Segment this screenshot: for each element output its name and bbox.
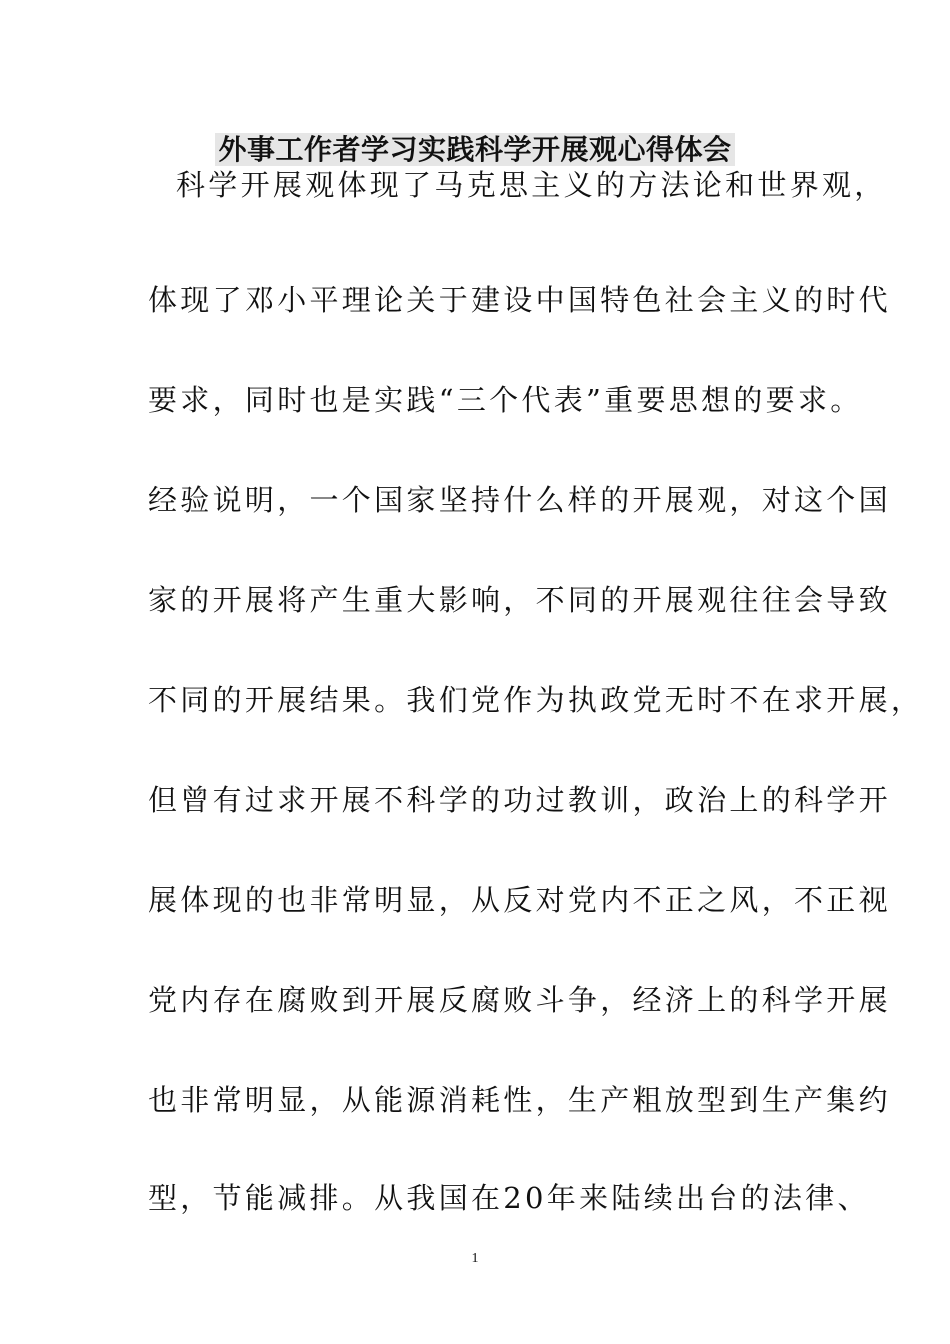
- paragraph-line: 要求，同时也是实践“三个代表”重要思想的要求。: [148, 383, 863, 417]
- paragraph-line: 家的开展将产生重大影响，不同的开展观往往会导致: [148, 583, 891, 617]
- document-title-text: 外事工作者学习实践科学开展观心得体会: [215, 133, 734, 166]
- paragraph-line: 体现了邓小平理论关于建设中国特色社会主义的时代: [148, 283, 891, 317]
- paragraph-line: 科学开展观体现了马克思主义的方法论和世界观，: [176, 168, 887, 202]
- paragraph-line: 也非常明显，从能源消耗性，生产粗放型到生产集约: [148, 1083, 891, 1117]
- paragraph-line: 经验说明，一个国家坚持什么样的开展观，对这个国: [148, 483, 891, 517]
- paragraph-line: 型，节能减排。从我国在20年来陆续出台的法律、: [148, 1181, 870, 1215]
- paragraph-line: 不同的开展结果。我们党作为执政党无时不在求开展，: [148, 683, 924, 717]
- page-number: 1: [471, 1251, 479, 1266]
- paragraph-line: 但曾有过求开展不科学的功过教训，政治上的科学开: [148, 783, 891, 817]
- paragraph-line: 党内存在腐败到开展反腐败斗争，经济上的科学开展: [148, 983, 891, 1017]
- paragraph-line: 展体现的也非常明显，从反对党内不正之风，不正视: [148, 883, 891, 917]
